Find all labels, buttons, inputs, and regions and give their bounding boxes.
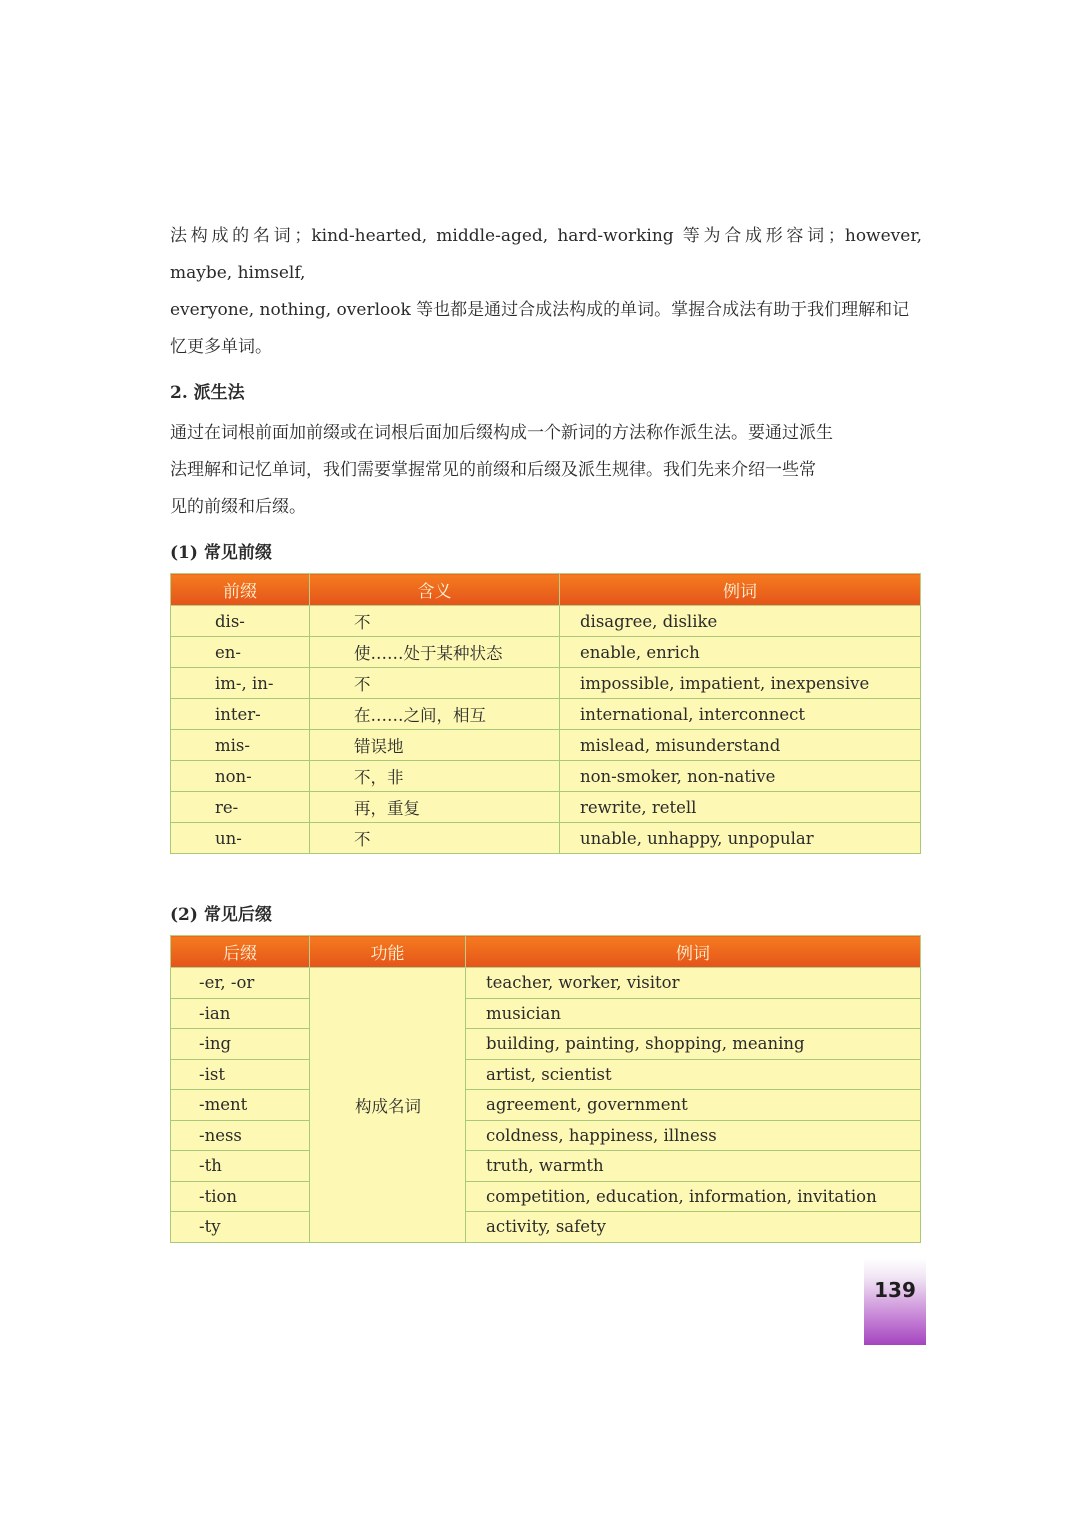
examples-cell: competition, education, information, invitation	[466, 1181, 921, 1212]
suffix-cell: -th	[171, 1151, 310, 1182]
table-row	[171, 1120, 921, 1151]
table-row	[171, 1212, 921, 1243]
prefix-cell: re-	[171, 792, 310, 823]
examples-cell: building, painting, shopping, meaning	[466, 1029, 921, 1060]
examples-cell: international, interconnect	[560, 699, 921, 730]
col-header-examples: 例词	[560, 574, 921, 606]
text-line: 忆更多单词。	[170, 337, 272, 357]
col-header-meaning: 含义	[310, 574, 560, 606]
examples-cell: enable, enrich	[560, 637, 921, 668]
table-row	[171, 998, 921, 1029]
prefix-cell: non-	[171, 761, 310, 792]
meaning-cell: 不	[310, 668, 560, 699]
examples-cell: impossible, impatient, inexpensive	[560, 668, 921, 699]
examples-cell: artist, scientist	[466, 1059, 921, 1090]
intro-paragraph	[170, 218, 922, 366]
meaning-cell: 不，非	[310, 761, 560, 792]
examples-cell: rewrite, retell	[560, 792, 921, 823]
examples-cell: musician	[466, 998, 921, 1029]
col-header-prefix: 前缀	[171, 574, 310, 606]
text-line: everyone, nothing, overlook 等也都是通过合成法构成的单词。掌握合成法有助于我们理解和记	[170, 300, 910, 320]
suffix-cell: -tion	[171, 1181, 310, 1212]
meaning-cell: 再，重复	[310, 792, 560, 823]
suffix-cell: -ing	[171, 1029, 310, 1060]
page-number-tab	[864, 1258, 926, 1345]
meaning-cell: 在……之间，相互	[310, 699, 560, 730]
suffix-cell: -er, -or	[171, 968, 310, 999]
prefix-cell: dis-	[171, 606, 310, 637]
table-row	[171, 1151, 921, 1182]
suffix-table-body	[171, 968, 921, 1243]
table-row	[171, 668, 921, 699]
col-header-examples: 例词	[466, 936, 921, 968]
table-header-row	[171, 574, 921, 606]
prefix-cell: en-	[171, 637, 310, 668]
col-header-suffix: 后缀	[171, 936, 310, 968]
suffix-cell: -ty	[171, 1212, 310, 1243]
text-line: 法构成的名词；kind-hearted, middle-aged, hard-working 等为合成形容词；however, maybe, himself,	[170, 226, 922, 283]
examples-cell: unable, unhappy, unpopular	[560, 823, 921, 854]
examples-cell: truth, warmth	[466, 1151, 921, 1182]
function-cell: 构成名词	[310, 968, 466, 1243]
text-line: 通过在词根前面加前缀或在词根后面加后缀构成一个新词的方法称作派生法。要通过派生	[170, 423, 833, 443]
table-row	[171, 1181, 921, 1212]
examples-cell: non-smoker, non-native	[560, 761, 921, 792]
prefix-cell: mis-	[171, 730, 310, 761]
table-row	[171, 1059, 921, 1090]
suffix-table	[170, 935, 921, 1243]
meaning-cell: 不	[310, 823, 560, 854]
table-row	[171, 968, 921, 999]
table-row	[171, 730, 921, 761]
table-row	[171, 699, 921, 730]
suffix-heading: (2) 常见后缀	[170, 905, 272, 925]
examples-cell: coldness, happiness, illness	[466, 1120, 921, 1151]
suffix-cell: -ian	[171, 998, 310, 1029]
page-content	[170, 218, 922, 1243]
examples-cell: agreement, government	[466, 1090, 921, 1121]
text-line: 法理解和记忆单词，我们需要掌握常见的前缀和后缀及派生规律。我们先来介绍一些常	[170, 460, 816, 480]
text-line: 见的前缀和后缀。	[170, 497, 306, 517]
prefix-cell: inter-	[171, 699, 310, 730]
examples-cell: activity, safety	[466, 1212, 921, 1243]
table-row	[171, 1029, 921, 1060]
meaning-cell: 使……处于某种状态	[310, 637, 560, 668]
suffix-cell: -ist	[171, 1059, 310, 1090]
table-row	[171, 637, 921, 668]
examples-cell: mislead, misunderstand	[560, 730, 921, 761]
prefix-cell: im-, in-	[171, 668, 310, 699]
examples-cell: disagree, dislike	[560, 606, 921, 637]
table-row	[171, 792, 921, 823]
suffix-cell: -ment	[171, 1090, 310, 1121]
meaning-cell: 不	[310, 606, 560, 637]
suffix-cell: -ness	[171, 1120, 310, 1151]
meaning-cell: 错误地	[310, 730, 560, 761]
derive-paragraph	[170, 415, 922, 526]
table-row	[171, 823, 921, 854]
col-header-function: 功能	[310, 936, 466, 968]
page-number: 139	[874, 1278, 916, 1302]
prefix-heading: (1) 常见前缀	[170, 543, 272, 563]
table-row	[171, 606, 921, 637]
prefix-table-body	[171, 606, 921, 854]
table-row	[171, 1090, 921, 1121]
prefix-cell: un-	[171, 823, 310, 854]
table-row	[171, 761, 921, 792]
examples-cell: teacher, worker, visitor	[466, 968, 921, 999]
prefix-table	[170, 573, 921, 854]
table-header-row	[171, 936, 921, 968]
section-heading: 2. 派生法	[170, 383, 245, 403]
